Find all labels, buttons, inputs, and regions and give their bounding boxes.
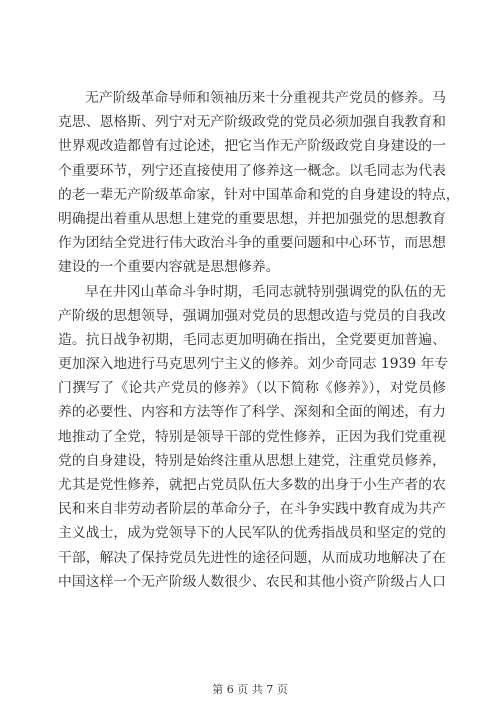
text-line: 尤其是党性修养，就把占党员队伍大多数的出身于小生产者的农 [58, 477, 446, 493]
text-line: 早在井冈山革命斗争时期，毛同志就特别强调党的队伍的无 [85, 283, 446, 300]
text-line: 作为团结全党进行伟大政治斗争的重要问题和中心环节，而思想 [58, 235, 446, 252]
text-line: 党的自身建设，特别是始终注重从思想上建党，注重党员修养， [58, 452, 446, 469]
text-line: 养的必要性、内容和方法等作了科学、深刻和全面的阐述，有力 [58, 404, 446, 421]
text-line: 明确提出着重从思想上建党的重要思想，并把加强党的思想教育 [58, 210, 446, 227]
text-line: 个重要环节，列宁还直接使用了修养这一概念。以毛同志为代表 [58, 162, 446, 179]
text-line: 无产阶级革命导师和领袖历来十分重视共产党员的修养。马 [85, 90, 446, 106]
text-line: 门撰写了《论共产党员的修养》（以下简称《修养》），对党员修 [58, 380, 446, 397]
text-line: 中国这样一个无产阶级人数很少、农民和其他小资产阶级占人口 [58, 573, 446, 590]
text-line: 主义战士，成为党领导下的人民军队的优秀指战员和坚定的党的 [58, 525, 446, 542]
text-line: 世界观改造都曾有过论述，把它当作无产阶级政党自身建设的一 [58, 138, 446, 155]
text-line: 干部，解决了保持党员先进性的途径问题，从而成功地解决了在 [58, 549, 446, 566]
text-line: 产阶级的思想领导，强调加强对党员的思想改造与党员的自我改 [58, 307, 446, 324]
text-line: 克思、恩格斯、列宁对无产阶级政党的党员必须加强自我教育和 [58, 114, 446, 131]
document-body [58, 86, 460, 594]
text-line: 更加深入地进行马克思列宁主义的修养。刘少奇同志 1939 年专 [58, 356, 449, 373]
page-number-footer: 第 6 页 共 7 页 [212, 683, 288, 696]
text-line: 建设的一个重要内容就是思想修养。 [58, 259, 280, 276]
text-line: 地推动了全党，特别是领导干部的党性修养，正因为我们党重视 [58, 428, 446, 445]
text-line: 民和来自非劳动者阶层的革命分子，在斗争实践中教育成为共产 [58, 501, 446, 518]
text-line: 的老一辈无产阶级革命家，针对中国革命和党的自身建设的特点， [58, 186, 460, 203]
text-line: 造。抗日战争初期，毛同志更加明确在指出，全党要更加普遍、 [58, 331, 446, 348]
